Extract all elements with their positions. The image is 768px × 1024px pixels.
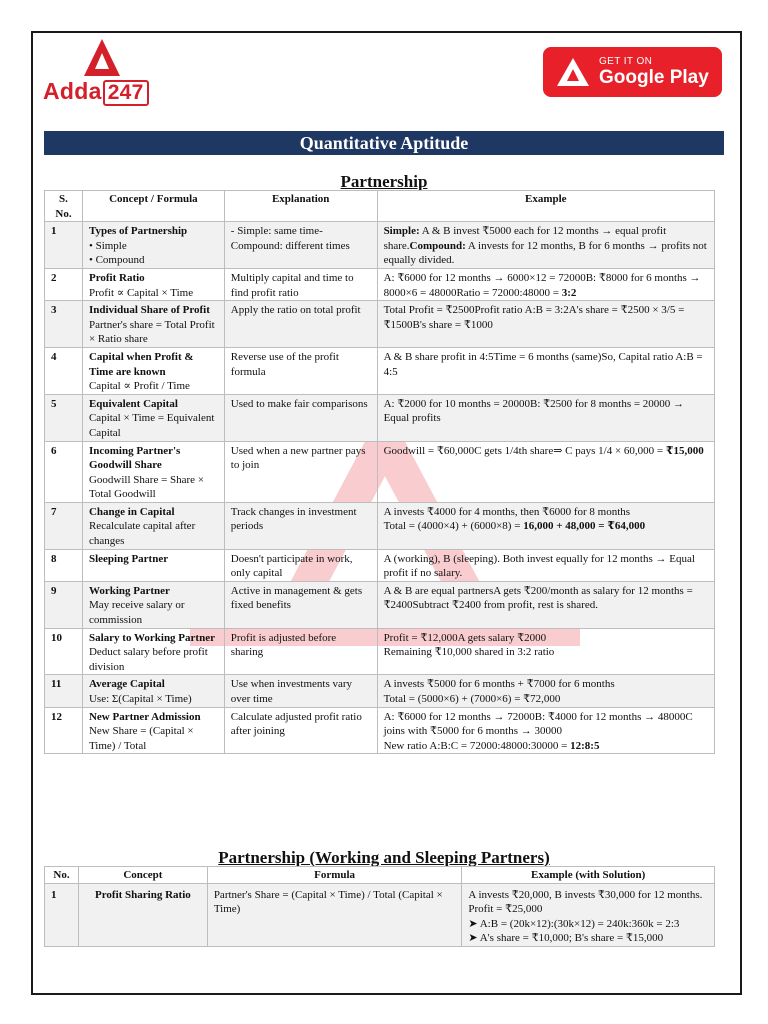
row-number: 6 xyxy=(45,441,83,502)
example-line: Profit = ₹12,000A gets salary ₹2000 xyxy=(383,631,547,644)
page-title-banner: Quantitative Aptitude xyxy=(44,131,724,155)
example-line: Simple: A & B invest ₹5000 each for 12 months → equal profit share.Compound: A invests for 12 months, B for 6 months → profits not equally divided. xyxy=(383,225,707,267)
example-line: A: ₹6000 for 12 months → 6000×12 = 72000B: ₹8000 for 6 months → 8000×6 = 48000Ratio = 72000:48000 = 3:2 xyxy=(383,271,701,299)
concept-cell xyxy=(82,441,224,502)
google-play-button[interactable] xyxy=(543,47,722,97)
concept-cell xyxy=(82,707,224,754)
example-cell xyxy=(377,441,714,502)
concept-title: Capital when Profit & Time are known xyxy=(88,350,194,378)
header-example: Example xyxy=(377,191,714,222)
example-line: Total = (4000×4) + (6000×8) = 16,000 + 48,000 = ₹64,000 xyxy=(383,520,646,533)
example-line: Goodwill = ₹60,000C gets 1/4th share⇒ C pays 1/4 × 60,000 = ₹15,000 xyxy=(383,444,704,457)
header-concept: Concept / Formula xyxy=(82,191,224,222)
concept-cell xyxy=(82,268,224,300)
table-row xyxy=(45,628,715,675)
table-header-row xyxy=(45,191,715,222)
header-sno: S. No. xyxy=(45,191,83,222)
concept-formula: Capital × Time = Equivalent Capital xyxy=(88,412,215,439)
adda247-logo[interactable] xyxy=(43,38,163,108)
row-number: 10 xyxy=(45,628,83,675)
concept-title: Types of Partnership xyxy=(88,225,188,238)
example-line: A (working), B (sleeping). Both invest equally for 12 months → Equal profit if no salary. xyxy=(383,552,695,580)
table-row xyxy=(45,883,715,946)
example-cell xyxy=(462,883,715,946)
concept-cell xyxy=(82,581,224,628)
adda-triangle-icon xyxy=(82,38,122,78)
concept-title: Change in Capital xyxy=(88,505,175,518)
example-cell xyxy=(377,628,714,675)
badge-main-text: Google Play xyxy=(599,67,709,88)
example-line: A & B are equal partnersA gets ₹200/month as salary for 12 months = ₹2400Subtract ₹2400 from profit, rest is shared. xyxy=(383,584,693,612)
concept-formula: New Share = (Capital × Time) / Total xyxy=(88,725,194,752)
explanation-cell: - Simple: same time- Compound: different times xyxy=(224,222,377,269)
concept-formula: May receive salary or commission xyxy=(88,599,185,627)
explanation-cell: Use when investments vary over time xyxy=(224,675,377,707)
example-line: A invests ₹4000 for 4 months, then ₹6000 for 8 months xyxy=(383,505,631,518)
table-row xyxy=(45,441,715,502)
explanation-cell: Doesn't participate in work, only capital xyxy=(224,549,377,581)
table-row xyxy=(45,581,715,628)
concept-title: Average Capital xyxy=(88,678,165,691)
example-line: A invests ₹5000 for 6 months + ₹7000 for 6 months xyxy=(383,678,615,691)
explanation-cell: Multiply capital and time to find profit ratio xyxy=(224,268,377,300)
example-line: A: ₹2000 for 10 months = 20000B: ₹2500 for 8 months = 20000 → Equal profits xyxy=(383,397,685,425)
row-number: 7 xyxy=(45,502,83,549)
example-line: Remaining ₹10,000 shared in 3:2 ratio xyxy=(383,646,555,659)
concept-formula: Recalculate capital after changes xyxy=(88,520,196,548)
example-cell xyxy=(377,347,714,394)
row-number: 4 xyxy=(45,347,83,394)
table-row xyxy=(45,707,715,754)
concept-title: Sleeping Partner xyxy=(88,552,169,565)
concept-formula: Profit ∝ Capital × Time xyxy=(88,286,194,299)
header-example-solution: Example (with Solution) xyxy=(462,867,715,884)
explanation-cell: Profit is adjusted before sharing xyxy=(224,628,377,675)
concept-formula: • Compound xyxy=(88,254,145,267)
table-header-row xyxy=(45,867,715,884)
row-number: 12 xyxy=(45,707,83,754)
concept-cell xyxy=(82,675,224,707)
concept-cell: Profit Sharing Ratio xyxy=(78,883,207,946)
concept-formula: Deduct salary before profit division xyxy=(88,646,208,673)
table-row xyxy=(45,268,715,300)
formula-cell: Partner's Share = (Capital × Time) / Total (Capital × Time) xyxy=(207,883,462,946)
partnership-table xyxy=(44,190,715,754)
concept-formula: • Simple xyxy=(88,239,127,252)
table-row xyxy=(45,394,715,441)
header-explanation: Explanation xyxy=(224,191,377,222)
example-cell xyxy=(377,502,714,549)
example-cell xyxy=(377,301,714,348)
header-no: No. xyxy=(45,867,79,884)
concept-title: Equivalent Capital xyxy=(88,397,178,410)
section-title-partnership: Partnership xyxy=(340,172,428,191)
concept-title: New Partner Admission xyxy=(88,710,201,723)
example-line: A invests ₹20,000, B invests ₹30,000 for 12 months. Profit = ₹25,000 xyxy=(468,888,703,916)
header-concept: Concept xyxy=(78,867,207,884)
working-sleeping-table xyxy=(44,866,715,947)
concept-formula: Partner's share = Total Profit × Ratio share xyxy=(88,318,215,346)
example-line: Total Profit = ₹2500Profit ratio A:B = 3:2A's share = ₹2500 × 3/5 = ₹1500B's share = ₹1000 xyxy=(383,304,685,331)
example-cell xyxy=(377,268,714,300)
example-line: A: ₹6000 for 12 months → 72000B: ₹4000 for 12 months → 48000C joins with ₹5000 for 6 months → 30000 xyxy=(383,710,693,738)
example-line: ➤ A:B = (20k×12):(30k×12) = 240k:360k = 2:3 xyxy=(468,917,680,930)
concept-cell xyxy=(82,628,224,675)
concept-cell xyxy=(82,222,224,269)
row-number: 1 xyxy=(45,883,79,946)
table-row xyxy=(45,549,715,581)
example-line: Total = (5000×6) + (7000×6) = ₹72,000 xyxy=(383,693,561,705)
concept-formula: Capital ∝ Profit / Time xyxy=(88,380,190,393)
table-row xyxy=(45,347,715,394)
brand-name: Adda 247 xyxy=(43,78,149,106)
explanation-cell: Calculate adjusted profit ratio after joining xyxy=(224,707,377,754)
explanation-cell: Active in management & gets fixed benefits xyxy=(224,581,377,628)
concept-title: Individual Share of Profit xyxy=(88,304,210,317)
explanation-cell: Track changes in investment periods xyxy=(224,502,377,549)
row-number: 3 xyxy=(45,301,83,348)
explanation-cell: Apply the ratio on total profit xyxy=(224,301,377,348)
table-row xyxy=(45,675,715,707)
concept-cell xyxy=(82,347,224,394)
example-cell xyxy=(377,222,714,269)
example-line: New ratio A:B:C = 72000:48000:30000 = 12:8:5 xyxy=(383,739,600,752)
concept-title: Incoming Partner's Goodwill Share xyxy=(88,444,181,472)
header-formula: Formula xyxy=(207,867,462,884)
explanation-cell: Reverse use of the profit formula xyxy=(224,347,377,394)
row-number: 5 xyxy=(45,394,83,441)
example-cell xyxy=(377,581,714,628)
table-row xyxy=(45,301,715,348)
badge-top-text: GET IT ON xyxy=(599,56,653,67)
concept-cell xyxy=(82,502,224,549)
concept-cell xyxy=(82,394,224,441)
row-number: 2 xyxy=(45,268,83,300)
table-row xyxy=(45,502,715,549)
row-number: 8 xyxy=(45,549,83,581)
row-number: 1 xyxy=(45,222,83,269)
concept-title: Salary to Working Partner xyxy=(88,631,215,644)
example-cell xyxy=(377,707,714,754)
concept-title: Working Partner xyxy=(88,584,170,597)
explanation-cell: Used to make fair comparisons xyxy=(224,394,377,441)
example-line: ➤ A's share = ₹10,000; B's share = ₹15,000 xyxy=(468,932,664,945)
example-line: A & B share profit in 4:5Time = 6 months (same)So, Capital ratio A:B = 4:5 xyxy=(383,350,703,378)
adda-triangle-icon xyxy=(556,57,590,87)
concept-cell xyxy=(82,549,224,581)
row-number: 9 xyxy=(45,581,83,628)
example-cell xyxy=(377,675,714,707)
concept-formula: Goodwill Share = Share × Total Goodwill xyxy=(88,473,205,501)
concept-formula: Use: Σ(Capital × Time) xyxy=(88,693,192,705)
concept-cell xyxy=(82,301,224,348)
section-title-working-sleeping: Partnership (Working and Sleeping Partners) xyxy=(218,848,550,867)
example-cell xyxy=(377,394,714,441)
explanation-cell: Used when a new partner pays to join xyxy=(224,441,377,502)
example-cell xyxy=(377,549,714,581)
table-row xyxy=(45,222,715,269)
row-number: 11 xyxy=(45,675,83,707)
concept-title: Profit Ratio xyxy=(88,271,145,284)
